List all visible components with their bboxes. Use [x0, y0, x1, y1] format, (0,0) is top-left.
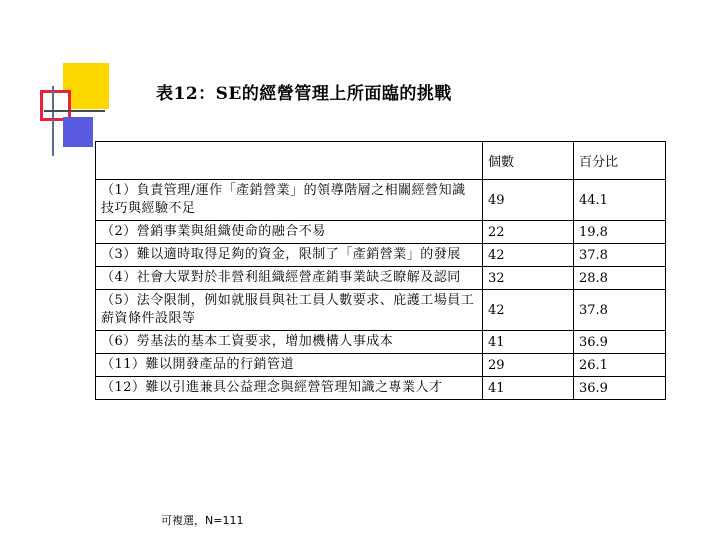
- decor-blue-square: [63, 117, 93, 147]
- header-item: [96, 142, 483, 180]
- decor-horizontal-line: [44, 110, 105, 112]
- footnote: 可複選，N=111: [161, 514, 244, 527]
- percent-value: 37.8: [574, 244, 666, 267]
- table-row: [96, 180, 666, 221]
- decor-vertical-line: [52, 86, 54, 156]
- count-value: 42: [483, 290, 574, 331]
- percent-value: 26.1: [574, 354, 666, 377]
- header-percent: 百分比: [574, 142, 666, 180]
- challenge-text: （4）社會大眾對於非營利組織經營產銷事業缺乏瞭解及認同: [96, 267, 483, 290]
- count-value: 41: [483, 331, 574, 354]
- table-row: [96, 221, 666, 244]
- percent-value: 28.8: [574, 267, 666, 290]
- percent-value: 19.8: [574, 221, 666, 244]
- count-value: 29: [483, 354, 574, 377]
- challenge-text: （3）難以適時取得足夠的資金，限制了「產銷營業」的發展: [96, 244, 483, 267]
- page-title: 表12：SE的經營管理上所面臨的挑戰: [156, 84, 452, 104]
- percent-value: 37.8: [574, 290, 666, 331]
- challenge-text: （1）負責管理/運作「產銷營業」的領導階層之相關經營知識技巧與經驗不足: [96, 180, 483, 221]
- table-row: [96, 244, 666, 267]
- challenge-text: （5）法令限制，例如就服員與社工員人數要求、庇護工場員工薪資條件設限等: [96, 290, 483, 331]
- challenge-text: （2）營銷事業與組織使命的融合不易: [96, 221, 483, 244]
- challenge-table: [95, 141, 666, 400]
- table-row: [96, 331, 666, 354]
- table-row: [96, 354, 666, 377]
- count-value: 49: [483, 180, 574, 221]
- table-row: [96, 377, 666, 400]
- count-value: 42: [483, 244, 574, 267]
- percent-value: 36.9: [574, 331, 666, 354]
- percent-value: 36.9: [574, 377, 666, 400]
- count-value: 22: [483, 221, 574, 244]
- challenge-text: （12）難以引進兼具公益理念與經營管理知識之專業人才: [96, 377, 483, 400]
- table-header-row: [96, 142, 666, 180]
- table-row: [96, 290, 666, 331]
- table-row: [96, 267, 666, 290]
- count-value: 41: [483, 377, 574, 400]
- count-value: 32: [483, 267, 574, 290]
- percent-value: 44.1: [574, 180, 666, 221]
- header-count: 個數: [483, 142, 574, 180]
- challenge-text: （11）難以開發產品的行銷管道: [96, 354, 483, 377]
- challenge-text: （6）勞基法的基本工資要求，增加機構人事成本: [96, 331, 483, 354]
